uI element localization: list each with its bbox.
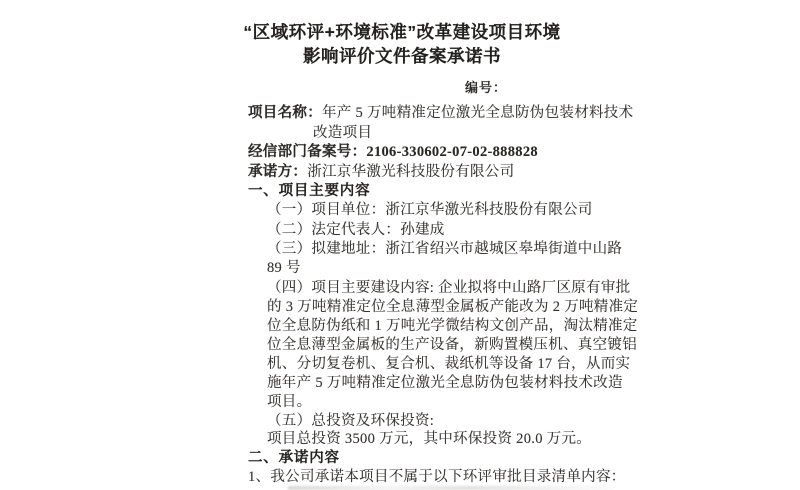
document-text-line: 项目。 — [267, 393, 312, 410]
document-text-line: （三）拟建地址：浙江省绍兴市越城区皋埠街道中山路 — [267, 241, 623, 257]
project-name-line — [248, 105, 633, 121]
document-text-line: 位全息防伪纸和 1 万吨光学微结构文创产品，淘汰精准定 — [267, 317, 638, 334]
document-text-line: （二）法定代表人：孙建成 — [267, 221, 445, 238]
project-name-continuation: 改造项目 — [313, 125, 373, 141]
filing-number-line — [248, 144, 538, 160]
document-text-line: 89 号 — [267, 260, 301, 276]
project-name-label: 项目名称： — [248, 105, 322, 121]
promisor-line — [248, 164, 514, 180]
promisor-label: 承诺方： — [248, 163, 308, 180]
section-one-heading: 一、项目主要内容 — [248, 183, 371, 199]
filing-number-label: 经信部门备案号： — [248, 144, 367, 160]
document-text-line: 项目总投资 3500 万元，其中环保投资 20.0 万元。 — [267, 431, 592, 447]
document-text-line: （四）项目主要建设内容: 企业拟将中山路厂区原有审批 — [267, 279, 631, 296]
document-text-line: 机、分切复卷机、复合机、裁纸机等设备 17 台，从而实 — [267, 356, 631, 372]
scan-artifact — [288, 486, 613, 490]
document-text-line: 的 3 万吨精准定位全息薄型金属板产能改为 2 万吨精准定 — [267, 298, 639, 315]
promisor-value: 浙江京华激光科技股份有限公司 — [307, 163, 515, 180]
commitment-intro-line: 1、我公司承诺本项目不属于以下环评审批目录清单内容： — [248, 469, 626, 485]
document-title — [202, 21, 602, 68]
document-title-line-1: “区域环评+环境标准”改革建设项目环境 — [243, 22, 561, 42]
document-text-line: （五）总投资及环保投资: — [267, 412, 435, 429]
document-text-line: 位全息薄型金属板的生产设备，新购置模压机、真空镀铝 — [267, 337, 637, 353]
filing-number-value: 2106-330602-07-02-888828 — [366, 144, 538, 160]
document-text-line: （一）项目单位：浙江京华激光科技股份有限公司 — [267, 202, 593, 218]
document-title-line-2: 影响评价文件备案承诺书 — [303, 45, 501, 66]
project-name-value: 年产 5 万吨精准定位激光全息防伪包装材料技术 — [322, 105, 634, 121]
serial-number-label: 编号： — [465, 80, 508, 95]
section-two-heading: 二、承诺内容 — [248, 450, 340, 466]
document-text-line: 施年产 5 万吨精准定位激光全息防伪包装材料技术改造 — [267, 374, 623, 391]
